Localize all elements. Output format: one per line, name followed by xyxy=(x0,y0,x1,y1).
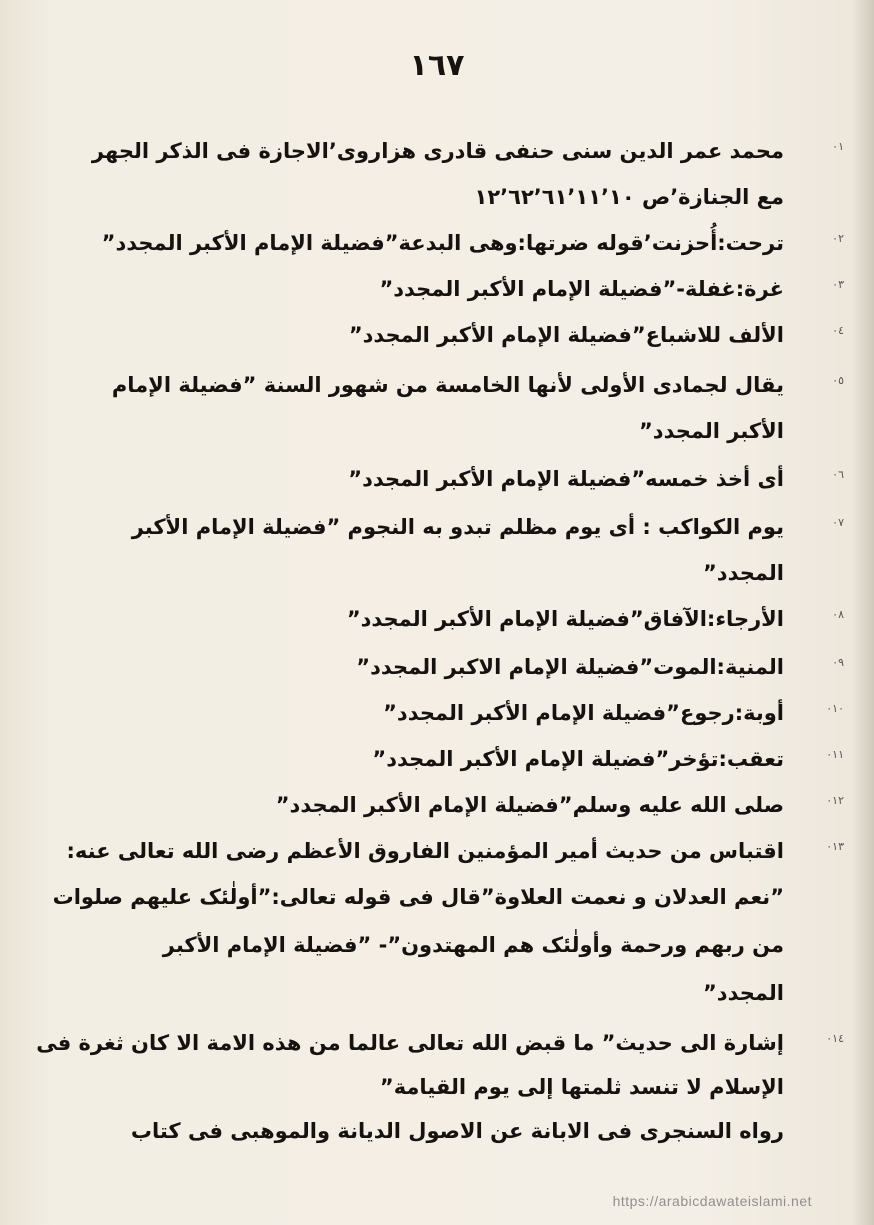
footnote-continuation: ”نعم العدلان و نعمت العلاوة”قال فی قوله تعالی:”أولٰئک علیهم صلوات xyxy=(52,885,784,909)
footnote-06 xyxy=(100,456,844,502)
footnote-number: ٠١ xyxy=(832,140,844,153)
footnote-09 xyxy=(100,644,844,690)
footnote-continuation: الأکبر المجدد” xyxy=(638,419,784,443)
footnote-number: ٠٢ xyxy=(832,232,844,245)
footnote-number: ٠٩ xyxy=(832,656,844,669)
footnote-text: تعقب:تؤخر”فضیلة الإمام الأکبر المجدد” xyxy=(372,747,784,771)
footnote-text: أی أخذ خمسه”فضیلة الإمام الأکبر المجدد” xyxy=(348,467,784,491)
footnote-number: ٠٦ xyxy=(832,468,844,481)
footnote-continuation: من ربهم ورحمة وأولٰئک هم المهتدون”- ”فضیلة الإمام الأکبر xyxy=(162,933,784,957)
footnote-number: ٠٧ xyxy=(832,516,844,529)
footnote-13 xyxy=(66,828,844,874)
footnote-text: أوبة:رجوع”فضیلة الإمام الأکبر المجدد” xyxy=(383,701,784,725)
footnote-text: إشارة الی حدیث” ما قبض الله تعالی عالما من هذه الامة الا کان ثغرة فی xyxy=(36,1031,784,1055)
footnote-number: ٠٥ xyxy=(832,374,844,387)
footnote-07 xyxy=(100,504,844,550)
footnote-12 xyxy=(100,782,844,828)
footnote-text: اقتباس من حدیث أمیر المؤمنین الفاروق الأعظم رضی الله تعالی عنه: xyxy=(66,839,784,863)
footnote-08 xyxy=(100,596,844,642)
footnote-05 xyxy=(100,362,844,408)
footnote-continuation: الإسلام لا تنسد ثلمتها إلی یوم القیامة” xyxy=(379,1075,784,1099)
footnote-number: ٠١٢ xyxy=(826,794,844,807)
footnote-text: صلی الله علیه وسلم”فضیلة الإمام الأکبر المجدد” xyxy=(275,793,784,817)
footnote-continuation: مع الجنازة’ص ١٠’١١’٦١’٦٢’١٢ xyxy=(474,185,784,209)
footnote-number: ٠٨ xyxy=(832,608,844,621)
footnote-continuation: رواه السنجری فی الابانة عن الاصول الدیانة والموهبی فی کتاب xyxy=(130,1119,784,1143)
footnote-number: ٠١٤ xyxy=(826,1032,844,1045)
footnote-text: غرة:غفلة-”فضیلة الإمام الأکبر المجدد” xyxy=(379,277,784,301)
footnote-02 xyxy=(100,220,844,266)
page-number: ١٦٧ xyxy=(409,48,465,83)
footnote-number: ٠١١ xyxy=(826,748,844,761)
footnote-11 xyxy=(100,736,844,782)
footnote-number: ٠٤ xyxy=(832,324,844,337)
footnote-03 xyxy=(100,266,844,312)
footnote-text: یوم الکواکب : أی یوم مظلم تبدو به النجوم ”فضیلة الإمام الأکبر xyxy=(131,515,784,539)
footnote-10 xyxy=(100,690,844,736)
footnote-text: محمد عمر الدين سنی حنفی قادری هزاروی’الاجازة فی الذکر الجهر xyxy=(91,139,784,163)
footnote-number: ٠٣ xyxy=(832,278,844,291)
footnote-text: ترحت:أُحزنت’قوله ضرتها:وهی البدعة”فضیلة الإمام الأکبر المجدد” xyxy=(101,231,784,255)
footnote-number: ٠١٣ xyxy=(826,840,844,853)
footnote-text: الأرجاء:الآفاق”فضیلة الإمام الأکبر المجدد” xyxy=(346,607,784,631)
footnote-14 xyxy=(36,1020,844,1066)
footnote-01 xyxy=(91,128,844,174)
footnote-04 xyxy=(100,312,844,358)
footnote-text: الألف للاشباع”فضیلة الإمام الأکبر المجدد” xyxy=(348,323,784,347)
footnote-text: المنیة:الموت”فضیلة الإمام الاکبر المجدد” xyxy=(356,655,784,679)
footnote-text: یقال لجمادی الأولی لأنها الخامسة من شهور السنة ”فضیلة الإمام xyxy=(111,373,784,397)
footnote-number: ٠١٠ xyxy=(826,702,844,715)
footnote-continuation: المجدد” xyxy=(702,981,784,1005)
page-edge-shadow xyxy=(852,0,874,1225)
footnote-continuation: المجدد” xyxy=(702,561,784,585)
source-watermark: https://arabicdawateislami.net xyxy=(612,1193,812,1209)
